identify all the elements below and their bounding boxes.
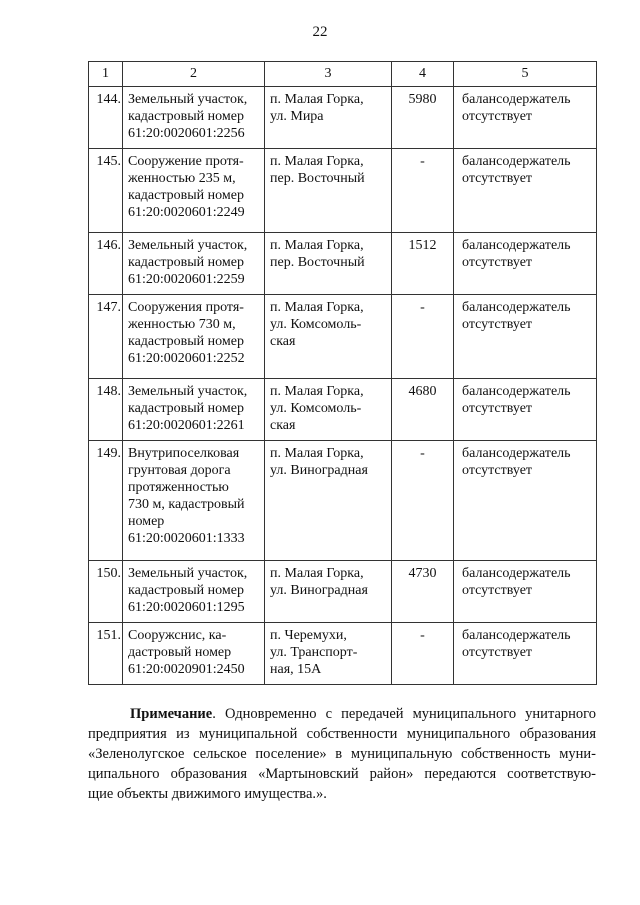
column-header: 1: [89, 62, 123, 87]
table-row: [89, 623, 597, 685]
note-line: «Зеленолугское сельское поселение» в муниципальную собственность муни-: [88, 746, 596, 762]
table-row: [89, 379, 597, 441]
area-value: -: [420, 628, 425, 643]
address-line: п. Малая Горка,: [270, 566, 364, 581]
area-value: 1512: [408, 238, 437, 253]
address-line: п. Черемухи,: [270, 628, 347, 643]
balance-holder-line: балансодержатель: [462, 566, 571, 581]
object-name-line: грунтовая дорога: [128, 463, 231, 478]
object-name-line: дастровый номер: [128, 645, 232, 660]
object-name-line: 61:20:0020601:2256: [128, 126, 245, 141]
object-name-cell: [123, 379, 265, 441]
area-cell: [392, 233, 454, 295]
object-name-cell: [123, 149, 265, 233]
object-name-line: 61:20:0020601:2261: [128, 418, 245, 433]
balance-holder-cell: [454, 623, 597, 685]
row-number-cell: [89, 149, 123, 233]
row-number: 146.: [96, 238, 121, 253]
object-name-line: Земельный участок,: [128, 384, 248, 399]
row-number: 149.: [96, 446, 121, 461]
balance-holder-cell: [454, 233, 597, 295]
address-line: ул. Виноградная: [270, 583, 368, 598]
area-cell: [392, 561, 454, 623]
area-value: -: [420, 154, 425, 169]
row-number-cell: [89, 441, 123, 561]
balance-holder-cell: [454, 561, 597, 623]
area-cell: [392, 87, 454, 149]
object-name-line: 730 м, кадастровый: [128, 497, 245, 512]
object-name-line: кадастровый номер: [128, 334, 244, 349]
balance-holder-cell: [454, 87, 597, 149]
area-value: -: [420, 446, 425, 461]
row-number: 145.: [96, 154, 121, 169]
object-name-line: женностью 235 м,: [128, 171, 236, 186]
address-line: ул. Транспорт-: [270, 645, 358, 660]
object-name-line: Сооружение протя-: [128, 154, 244, 169]
row-number: 150.: [96, 566, 121, 581]
area-value: 4680: [408, 384, 437, 399]
object-name-line: 61:20:0020601:1333: [128, 531, 245, 546]
table-row: [89, 149, 597, 233]
area-value: -: [420, 300, 425, 315]
table-body: [89, 87, 597, 685]
balance-holder-line: балансодержатель: [462, 92, 571, 107]
object-name-line: 61:20:0020601:2259: [128, 272, 245, 287]
note-line: щие объекты движимого имущества.».: [88, 786, 327, 802]
address-cell: [265, 561, 392, 623]
object-name-line: женностью 730 м,: [128, 317, 236, 332]
address-line: ная, 15А: [270, 662, 322, 677]
address-line: п. Малая Горка,: [270, 238, 364, 253]
address-line: п. Малая Горка,: [270, 384, 364, 399]
note-label: Примечание: [130, 706, 213, 722]
object-name-cell: [123, 561, 265, 623]
row-number-cell: [89, 295, 123, 379]
balance-holder-line: отсутствует: [462, 645, 533, 660]
note-text: . Одновременно с передачей муниципального унитарного: [212, 706, 596, 722]
object-name-line: Внутрипоселковая: [128, 446, 240, 461]
balance-holder-cell: [454, 379, 597, 441]
object-name-line: Земельный участок,: [128, 92, 248, 107]
address-line: пер. Восточный: [270, 255, 365, 270]
balance-holder-cell: [454, 149, 597, 233]
balance-holder-line: балансодержатель: [462, 154, 571, 169]
balance-holder-line: балансодержатель: [462, 238, 571, 253]
area-cell: [392, 295, 454, 379]
address-cell: [265, 87, 392, 149]
note-line: предприятия из муниципальной собственности муниципального образования: [88, 726, 596, 742]
address-cell: [265, 233, 392, 295]
area-cell: [392, 379, 454, 441]
object-name-line: Сооружснис, ка-: [128, 628, 227, 643]
row-number-cell: [89, 561, 123, 623]
column-header: 5: [454, 62, 597, 87]
object-name-cell: [123, 87, 265, 149]
balance-holder-line: отсутствует: [462, 171, 533, 186]
object-name-line: кадастровый номер: [128, 109, 244, 124]
balance-holder-line: балансодержатель: [462, 300, 571, 315]
object-name-line: кадастровый номер: [128, 188, 244, 203]
address-cell: [265, 441, 392, 561]
address-cell: [265, 379, 392, 441]
object-name-line: номер: [128, 514, 165, 529]
address-line: ская: [270, 334, 296, 349]
property-table: [88, 61, 597, 685]
row-number-cell: [89, 379, 123, 441]
balance-holder-cell: [454, 441, 597, 561]
column-header: 4: [392, 62, 454, 87]
note-line: ципального образования «Мартыновский район» передаются соответствую-: [88, 766, 596, 782]
address-line: п. Малая Горка,: [270, 300, 364, 315]
row-number: 151.: [96, 628, 121, 643]
object-name-line: Земельный участок,: [128, 238, 248, 253]
address-line: ул. Мира: [270, 109, 324, 124]
object-name-line: протяженностью: [128, 480, 229, 495]
table-row: [89, 561, 597, 623]
area-value: 5980: [408, 92, 437, 107]
object-name-cell: [123, 233, 265, 295]
address-line: ул. Виноградная: [270, 463, 368, 478]
table-row: [89, 87, 597, 149]
area-cell: [392, 441, 454, 561]
object-name-cell: [123, 441, 265, 561]
row-number: 147.: [96, 300, 121, 315]
balance-holder-line: отсутствует: [462, 317, 533, 332]
object-name-line: 61:20:0020901:2450: [128, 662, 245, 677]
address-cell: [265, 149, 392, 233]
row-number-cell: [89, 233, 123, 295]
address-line: ская: [270, 418, 296, 433]
address-line: ул. Комсомоль-: [270, 317, 362, 332]
object-name-line: Земельный участок,: [128, 566, 248, 581]
row-number: 144.: [96, 92, 121, 107]
page-number: 22: [312, 24, 328, 40]
row-number-cell: [89, 623, 123, 685]
note-paragraph: [88, 704, 596, 804]
balance-holder-cell: [454, 295, 597, 379]
row-number-cell: [89, 87, 123, 149]
object-name-line: 61:20:0020601:2252: [128, 351, 245, 366]
balance-holder-line: отсутствует: [462, 583, 533, 598]
address-cell: [265, 295, 392, 379]
area-cell: [392, 623, 454, 685]
area-cell: [392, 149, 454, 233]
object-name-line: 61:20:0020601:1295: [128, 600, 245, 615]
table-row: [89, 233, 597, 295]
row-number: 148.: [96, 384, 121, 399]
table-header-row: [89, 62, 597, 87]
column-header: 3: [265, 62, 392, 87]
balance-holder-line: балансодержатель: [462, 446, 571, 461]
address-line: п. Малая Горка,: [270, 92, 364, 107]
address-line: пер. Восточный: [270, 171, 365, 186]
balance-holder-line: отсутствует: [462, 109, 533, 124]
address-cell: [265, 623, 392, 685]
balance-holder-line: отсутствует: [462, 401, 533, 416]
object-name-line: 61:20:0020601:2249: [128, 205, 245, 220]
object-name-line: Сооружения протя-: [128, 300, 244, 315]
object-name-line: кадастровый номер: [128, 255, 244, 270]
address-line: п. Малая Горка,: [270, 446, 364, 461]
object-name-line: кадастровый номер: [128, 401, 244, 416]
note-line: [88, 704, 596, 724]
address-line: ул. Комсомоль-: [270, 401, 362, 416]
column-header: 2: [123, 62, 265, 87]
balance-holder-line: балансодержатель: [462, 384, 571, 399]
address-line: п. Малая Горка,: [270, 154, 364, 169]
balance-holder-line: отсутствует: [462, 463, 533, 478]
object-name-cell: [123, 295, 265, 379]
balance-holder-line: балансодержатель: [462, 628, 571, 643]
table-row: [89, 295, 597, 379]
table-row: [89, 441, 597, 561]
object-name-cell: [123, 623, 265, 685]
area-value: 4730: [408, 566, 437, 581]
object-name-line: кадастровый номер: [128, 583, 244, 598]
balance-holder-line: отсутствует: [462, 255, 533, 270]
